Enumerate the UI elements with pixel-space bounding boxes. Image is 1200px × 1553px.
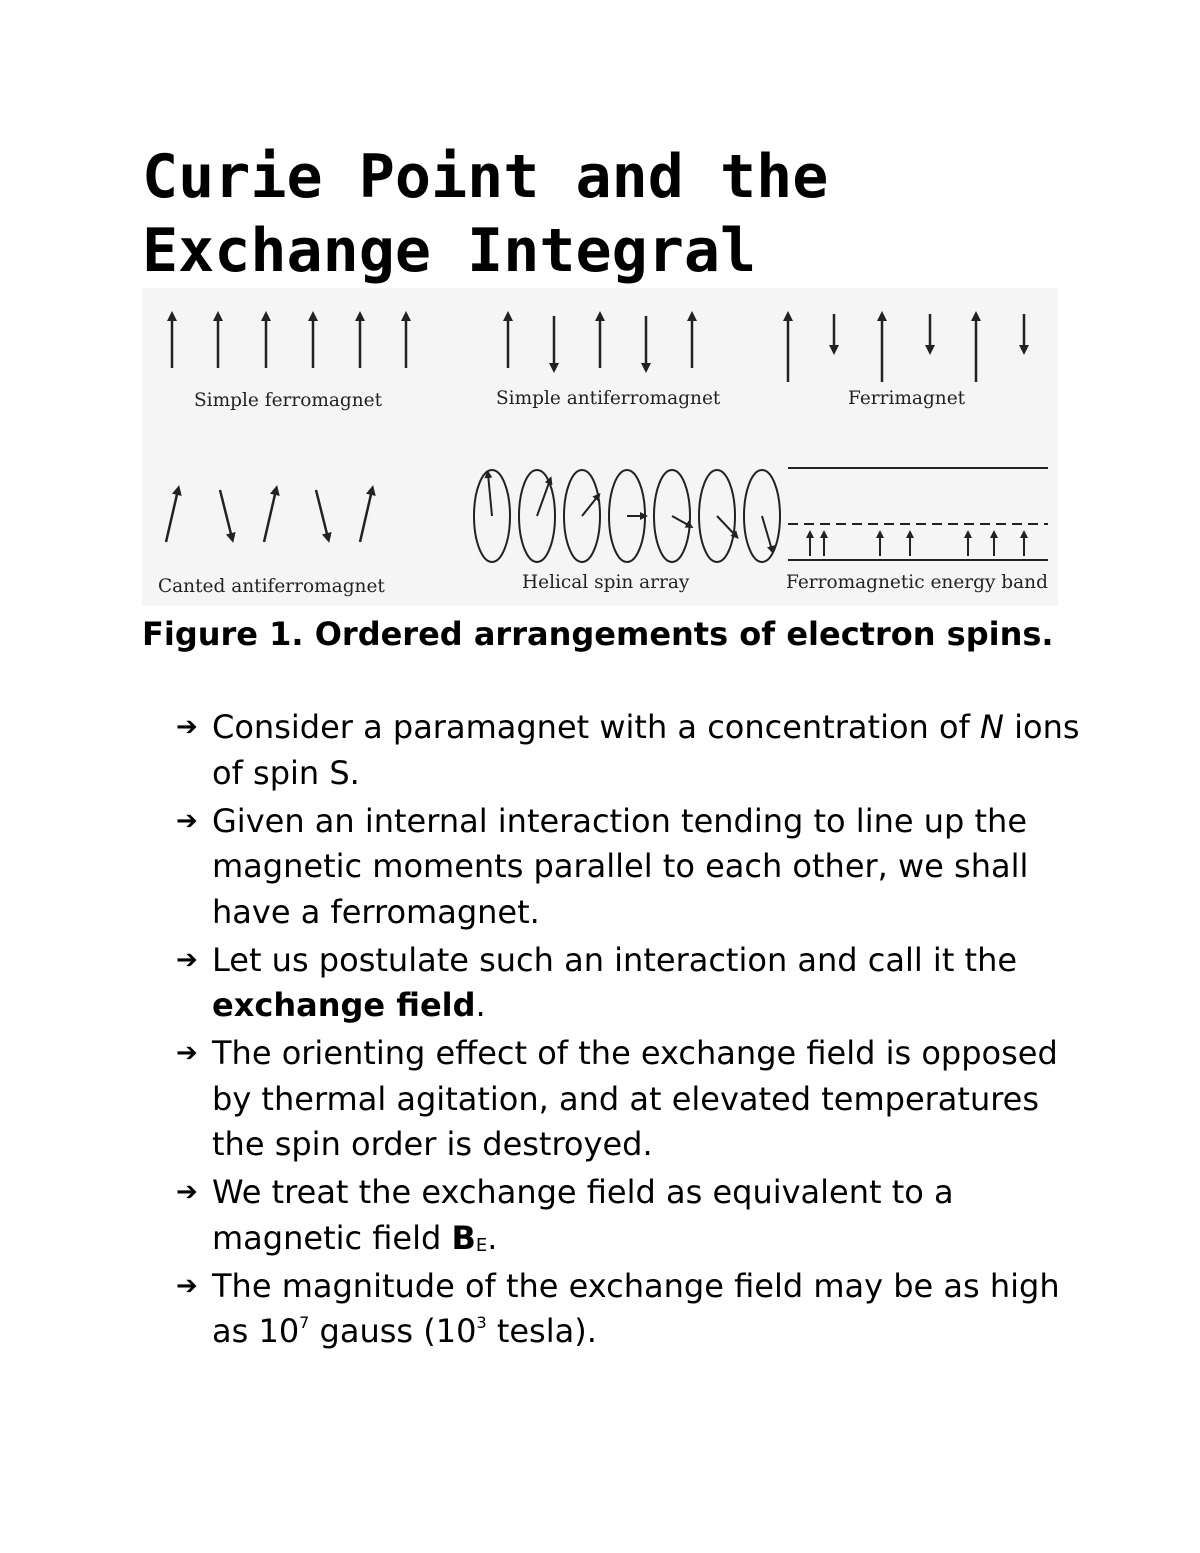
arrow-bullet-icon: ➔ [176, 1038, 198, 1068]
list-item: ➔ The orienting effect of the exchange field is opposed by thermal agitation, and at elevated temperatures the spin order is destroyed. [142, 1031, 1082, 1168]
list-item: ➔ We treat the exchange field as equivalent to a magnetic field $B_E$. [142, 1170, 1082, 1261]
exponent-3: 3 [476, 1313, 487, 1332]
label-canted-antiferromagnet: Canted antiferromagnet [158, 576, 385, 597]
list-item: ➔ Let us postulate such an interaction and call it the exchange field. [142, 938, 1082, 1029]
term-exchange-field: exchange field [212, 986, 476, 1024]
symbol-b: B [451, 1218, 476, 1257]
label-ferrimagnet: Ferrimagnet [848, 388, 966, 409]
bullet-list [142, 705, 1082, 1357]
list-item: ➔ Given an internal interaction tending to line up the magnetic moments parallel to each other, we shall have a ferromagnet. [142, 799, 1082, 936]
arrow-bullet-icon: ➔ [176, 805, 198, 836]
spin-arrangements-figure [142, 288, 1058, 606]
subscript-e: E [475, 1234, 488, 1256]
arrow-bullet-icon: ➔ [176, 944, 198, 975]
label-simple-antiferromagnet: Simple antiferromagnet [496, 388, 721, 409]
page-title: Curie Point and the Exchange Integral [142, 142, 829, 286]
label-ferromagnetic-energy-band: Ferromagnetic energy band [786, 572, 1048, 593]
arrow-bullet-icon: ➔ [176, 1177, 198, 1207]
arrow-bullet-icon: ➔ [176, 1270, 198, 1301]
list-item: ➔ Consider a paramagnet with a concentration of N ions of spin S. [142, 705, 1082, 796]
variable-n: N [980, 708, 1004, 746]
exponent-7: 7 [299, 1313, 310, 1332]
label-simple-ferromagnet: Simple ferromagnet [194, 390, 383, 411]
list-item: ➔ The magnitude of the exchange field may be as high as $10^7$ gauss ($10^3$ tesla). [142, 1264, 1082, 1355]
arrow-bullet-icon: ➔ [176, 712, 198, 742]
figure-caption: Figure 1. Ordered arrangements of electron spins. [142, 615, 1054, 653]
label-helical-spin-array: Helical spin array [522, 572, 690, 593]
